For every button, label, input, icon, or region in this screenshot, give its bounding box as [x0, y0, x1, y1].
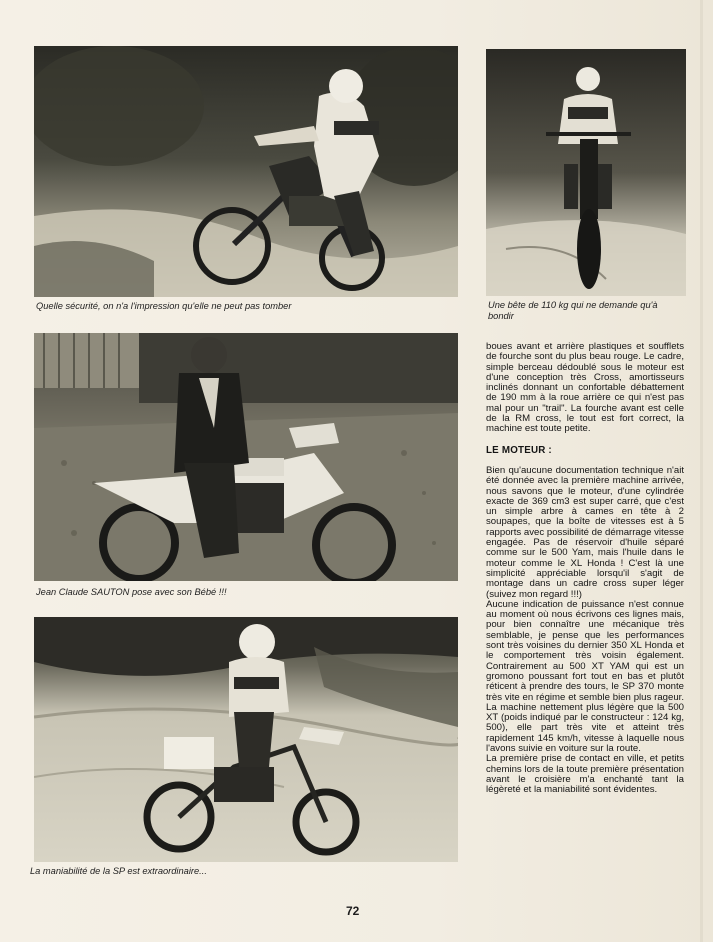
photo-rider-jump: [34, 617, 458, 862]
article-paragraph-2: Bien qu'aucune documentation technique n'ait été donnée avec la première machine arrivée, nous savons que le moteur, d'une cylindrée exacte de 369 cm3 est super carré, que c'est un simple arbre à cames en tête à 2 soupapes, que la boîte de vitesses est à 5 rapports avec possibilité de démarrage vitesse engagée. Pas de réservoir d'huile séparé comme sur le 500 Yam, mais l'huile dans le moteur comme le XL Honda ! C'est là une simplicité appréciable lorsqu'il s'agit de montage dans un cadre cross super léger (suivez mon regard !!!): [486, 464, 684, 600]
photo-rider-cornering: [34, 46, 458, 297]
article-text: [486, 342, 684, 795]
caption-photo-4: La maniabilité de la SP est extraordinaire...: [30, 866, 207, 876]
article-paragraph-3: Aucune indication de puissance n'est connue au moment où nous écrivons ces lignes mais, pour bien connaître une mécanique très semblable, je pense que les performances sont très voisines du dernier 350 XL Honda et le comportement très voisin également. Contrairement au 500 XT YAM qui est un gromono poussant fort tout en bas et plutôt réticent à prendre des tours, le SP 370 monte très vite en régime et semble bien plus rageur. La machine nettement plus légère que la 500 XT (poids indiqué par le constructeur : 124 kg, 500), elle part très vite et atteint très rapidement 145 km/h, vitesse à laquelle nous l'avons suivie en voiture sur la route.: [486, 598, 684, 754]
caption-photo-3: Jean Claude SAUTON pose avec son Bébé !!!: [36, 587, 227, 597]
page-number: 72: [346, 904, 360, 918]
photo-rider-front: [486, 49, 686, 296]
article-paragraph-1: boues avant et arrière plastiques et soufflets de fourche sont du plus beau rouge. Le cadre, simple berceau dédoublé sous le moteur est d'une conception très Cross, amortisseurs inclinés donnant un confortable débattement de 190 mm à la roue arrière ce qui n'est pas mal pour un "trail". La fourche avant est celle de la RM cross, le tout est fort correct, la machine est toute petite.: [486, 341, 684, 435]
page-fold-shadow: [700, 0, 703, 942]
caption-photo-2: [488, 300, 688, 322]
article-paragraph-4: La première prise de contact en ville, et petits chemins lors de la toute première présentation avant le croisière m'a enchanté tant la légèreté et la maniabilité sont évidentes.: [486, 753, 684, 796]
photo-rider-cornering-graphic: [34, 46, 458, 297]
photo-rider-jump-graphic: [34, 617, 458, 862]
photo-rider-front-graphic: [486, 49, 686, 296]
caption-photo-1: Quelle sécurité, on n'a l'impression qu'elle ne peut pas tomber: [36, 301, 292, 311]
photo-man-posing-with-bike: [34, 333, 458, 581]
caption-photo-2-line-2: bondir: [488, 311, 514, 321]
article-heading-moteur: LE MOTEUR :: [486, 444, 552, 456]
caption-photo-2-line-1: Une bête de 110 kg qui ne demande qu'à: [488, 300, 658, 310]
photo-man-posing-graphic: [34, 333, 458, 581]
